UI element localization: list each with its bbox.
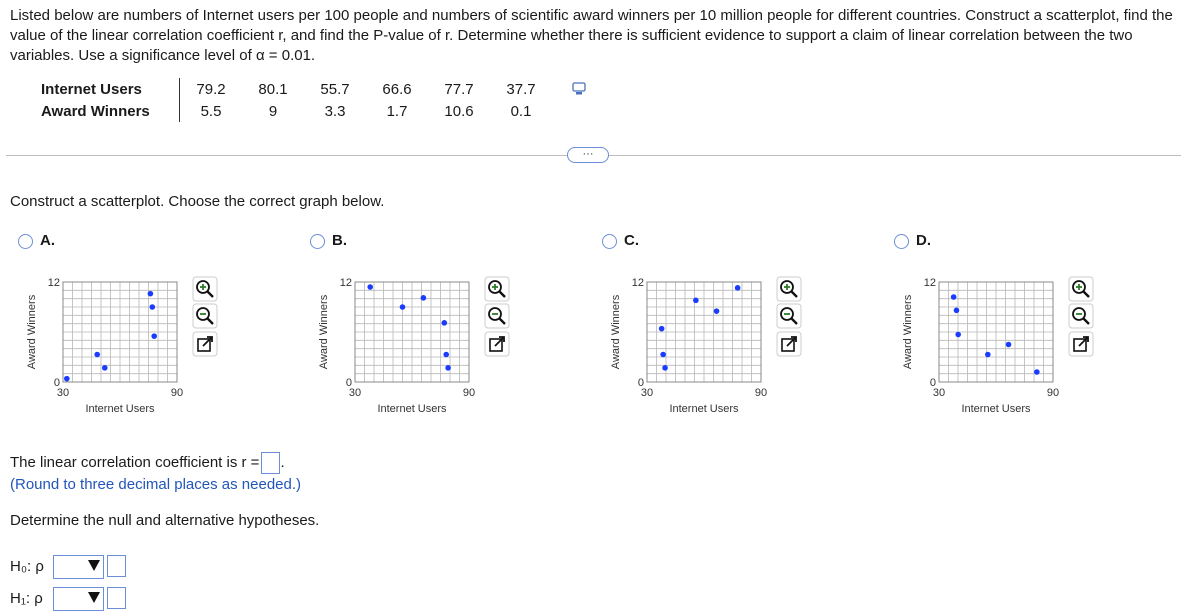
x-axis-label: Internet Users: [961, 403, 1031, 415]
data-point: [64, 376, 70, 382]
data-point: [693, 298, 699, 304]
option-letter: A.: [40, 232, 55, 249]
dropdown-arrow-icon: [88, 592, 100, 603]
scatterplot-graph-a: [13, 262, 233, 422]
x-min-tick-label: 30: [56, 387, 70, 399]
popout-icon[interactable]: [485, 332, 509, 356]
y-min-tick-label: 0: [929, 377, 936, 389]
option-a[interactable]: [13, 232, 303, 422]
table-cell: 79.2: [196, 80, 226, 98]
h1-value-input[interactable]: [107, 587, 126, 609]
data-point: [94, 352, 100, 358]
table-cell: 80.1: [258, 80, 288, 98]
option-letter: D.: [916, 232, 931, 249]
data-point: [714, 308, 720, 314]
data-point: [400, 304, 406, 310]
option-d[interactable]: [889, 232, 1179, 422]
y-axis-label: Award Winners: [610, 294, 622, 370]
data-table: [41, 78, 552, 122]
h1-relation-select[interactable]: [53, 587, 104, 611]
data-point: [951, 294, 957, 300]
data-point: [442, 320, 448, 326]
zoom-out-icon[interactable]: [193, 304, 217, 328]
x-axis-label: Internet Users: [669, 403, 739, 415]
option-b[interactable]: [305, 232, 595, 422]
table-cell: 55.7: [320, 80, 350, 98]
popout-icon[interactable]: [1069, 332, 1093, 356]
x-max-tick-label: 90: [1046, 387, 1060, 399]
scatterplot-prompt: Construct a scatterplot. Choose the correct graph below.: [10, 193, 385, 210]
table-cell: 10.6: [444, 102, 474, 120]
x-max-tick-label: 90: [170, 387, 184, 399]
scatterplot-graph-b: [305, 262, 525, 422]
zoom-in-icon[interactable]: [485, 277, 509, 301]
table-cell: 77.7: [444, 80, 474, 98]
y-min-tick-label: 0: [345, 377, 352, 389]
x-axis-label: Internet Users: [377, 403, 447, 415]
data-point: [151, 333, 157, 339]
data-point: [985, 352, 991, 358]
data-point: [1034, 369, 1040, 375]
data-point: [954, 308, 960, 314]
row-label-award-winners: Award Winners: [41, 100, 180, 122]
zoom-out-icon[interactable]: [1069, 304, 1093, 328]
data-point: [662, 365, 668, 371]
x-max-tick-label: 90: [754, 387, 768, 399]
x-axis-label: Internet Users: [85, 403, 155, 415]
data-point: [443, 352, 449, 358]
y-axis-label: Award Winners: [902, 294, 914, 370]
radio-option-d[interactable]: [894, 234, 909, 249]
correlation-question: The linear correlation coefficient is r = .: [10, 452, 285, 474]
y-min-tick-label: 0: [53, 377, 60, 389]
table-row: [41, 100, 552, 122]
data-point: [367, 284, 373, 290]
copy-icon[interactable]: [572, 82, 586, 96]
y-axis-label: Award Winners: [26, 294, 38, 370]
hypotheses-prompt: Determine the null and alternative hypotheses.: [10, 512, 320, 529]
data-point: [955, 332, 961, 338]
x-min-tick-label: 30: [932, 387, 946, 399]
popout-icon[interactable]: [777, 332, 801, 356]
dropdown-arrow-icon: [88, 560, 100, 571]
y-max-tick-label: 12: [631, 277, 644, 289]
x-max-tick-label: 90: [462, 387, 476, 399]
y-max-tick-label: 12: [339, 277, 352, 289]
row-label-internet-users: Internet Users: [41, 78, 180, 100]
data-point: [1006, 342, 1012, 348]
y-max-tick-label: 12: [923, 277, 936, 289]
x-min-tick-label: 30: [640, 387, 654, 399]
table-cell: 1.7: [386, 102, 408, 120]
more-button[interactable]: ···: [567, 147, 609, 163]
scatterplot-graph-c: [597, 262, 817, 422]
h0-relation-select[interactable]: [53, 555, 104, 579]
correlation-label: The linear correlation coefficient is r =: [10, 453, 260, 471]
h0-value-input[interactable]: [107, 555, 126, 577]
data-point: [735, 285, 741, 291]
problem-statement: Listed below are numbers of Internet users per 100 people and numbers of scientific award winners per 10 million people for different countries. Construct a scatterplot, find the value of the linear correlation coefficient r, and find the P-value of r. Determine whether there is sufficient evidence to support a claim of linear correlation between the two variables. Use a significance level of α = 0.01.: [10, 7, 1173, 64]
data-point: [148, 291, 154, 297]
zoom-out-icon[interactable]: [777, 304, 801, 328]
table-cell: 9: [268, 102, 278, 120]
y-max-tick-label: 12: [47, 277, 60, 289]
table-cell: 66.6: [382, 80, 412, 98]
popout-icon[interactable]: [193, 332, 217, 356]
zoom-in-icon[interactable]: [777, 277, 801, 301]
radio-option-c[interactable]: [602, 234, 617, 249]
table-cell: 3.3: [324, 102, 346, 120]
round-note: (Round to three decimal places as needed.): [10, 476, 302, 493]
y-axis-label: Award Winners: [318, 294, 330, 370]
option-letter: B.: [332, 232, 347, 249]
h1-label: H₁: ρ: [10, 590, 43, 607]
data-point: [421, 295, 427, 301]
option-c[interactable]: [597, 232, 887, 422]
table-cell: 0.1: [510, 102, 532, 120]
radio-option-a[interactable]: [18, 234, 33, 249]
data-point: [445, 365, 451, 371]
zoom-out-icon[interactable]: [485, 304, 509, 328]
radio-option-b[interactable]: [310, 234, 325, 249]
table-row: [41, 78, 552, 100]
correlation-input[interactable]: [261, 452, 280, 474]
scatterplot-graph-d: [889, 262, 1109, 422]
table-cell: 5.5: [200, 102, 222, 120]
h0-label: H₀: ρ: [10, 558, 44, 575]
data-point: [660, 352, 666, 358]
table-cell: 37.7: [506, 80, 536, 98]
data-point: [102, 365, 108, 371]
zoom-in-icon[interactable]: [1069, 277, 1093, 301]
zoom-in-icon[interactable]: [193, 277, 217, 301]
x-min-tick-label: 30: [348, 387, 362, 399]
y-min-tick-label: 0: [637, 377, 644, 389]
option-letter: C.: [624, 232, 639, 249]
data-point: [150, 304, 156, 310]
data-point: [659, 326, 665, 332]
